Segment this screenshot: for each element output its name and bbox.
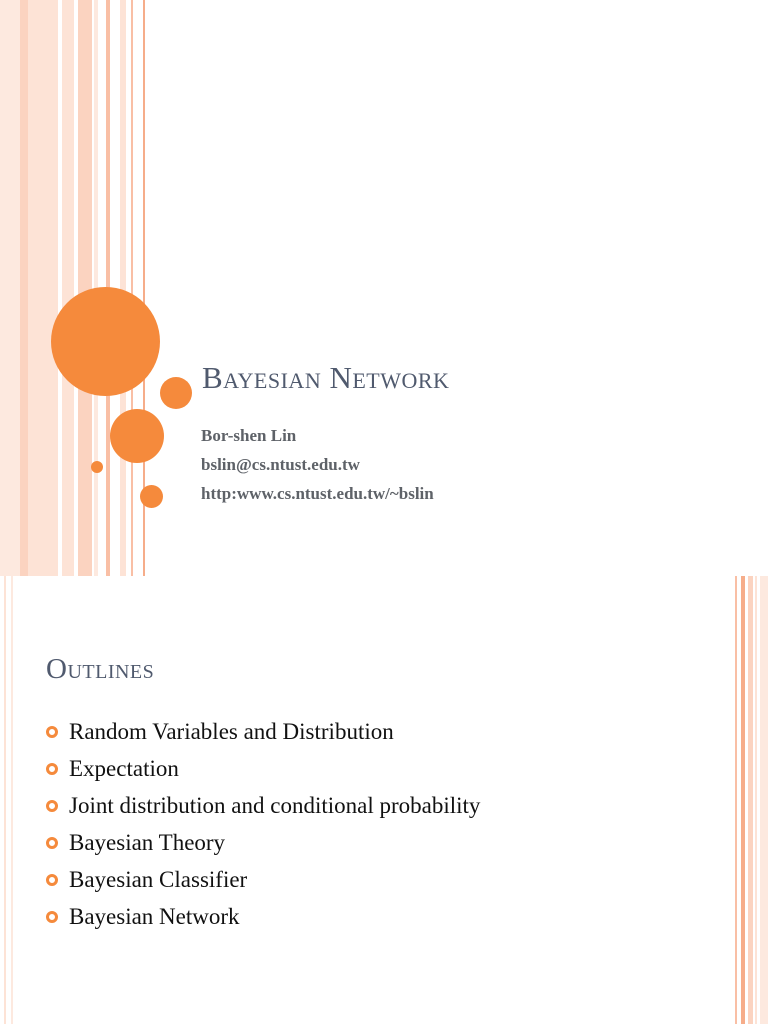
decor-circle-small <box>140 485 163 508</box>
decor-stripe <box>131 0 133 576</box>
slide-title: Outlines <box>46 653 155 685</box>
list-item-text: Joint distribution and conditional probability <box>69 792 481 818</box>
decor-stripe <box>4 576 6 1024</box>
list-item <box>46 750 480 787</box>
decor-circle-medium <box>110 409 164 463</box>
decor-stripe <box>20 0 28 576</box>
list-item-text: Expectation <box>69 755 179 781</box>
decor-stripe <box>741 576 745 1024</box>
bullet-circle-icon <box>46 837 58 849</box>
list-item <box>46 898 480 935</box>
list-item <box>46 824 480 861</box>
decor-stripe <box>760 576 768 1024</box>
bullet-circle-icon <box>46 874 58 886</box>
decor-circle-small <box>160 377 192 409</box>
list-item-text: Bayesian Classifier <box>69 866 248 892</box>
list-item <box>46 713 480 750</box>
author-email: bslin@cs.ntust.edu.tw <box>201 455 360 474</box>
author-name: Bor-shen Lin <box>201 426 297 445</box>
bullet-circle-icon <box>46 800 58 812</box>
list-item-text: Random Variables and Distribution <box>69 718 394 744</box>
decor-stripe <box>748 576 753 1024</box>
decor-stripe <box>120 0 126 576</box>
decor-stripe <box>755 576 757 1024</box>
bullet-circle-icon <box>46 763 58 775</box>
list-item-text: Bayesian Theory <box>69 829 226 855</box>
bullet-circle-icon <box>46 726 58 738</box>
decor-stripe <box>735 576 737 1024</box>
decor-stripe <box>0 0 20 576</box>
decor-circle-tiny <box>91 461 103 473</box>
slide-title: Bayesian Network <box>202 360 450 395</box>
decor-stripe <box>11 576 13 1024</box>
bullet-circle-icon <box>46 911 58 923</box>
decor-stripe <box>62 0 74 576</box>
author-url: http:www.cs.ntust.edu.tw/~bslin <box>201 484 434 503</box>
decor-circle-large <box>51 287 160 396</box>
list-item <box>46 861 480 898</box>
decor-stripe <box>28 0 58 576</box>
outline-list <box>46 713 480 935</box>
list-item <box>46 787 480 824</box>
list-item-text: Bayesian Network <box>69 903 240 929</box>
